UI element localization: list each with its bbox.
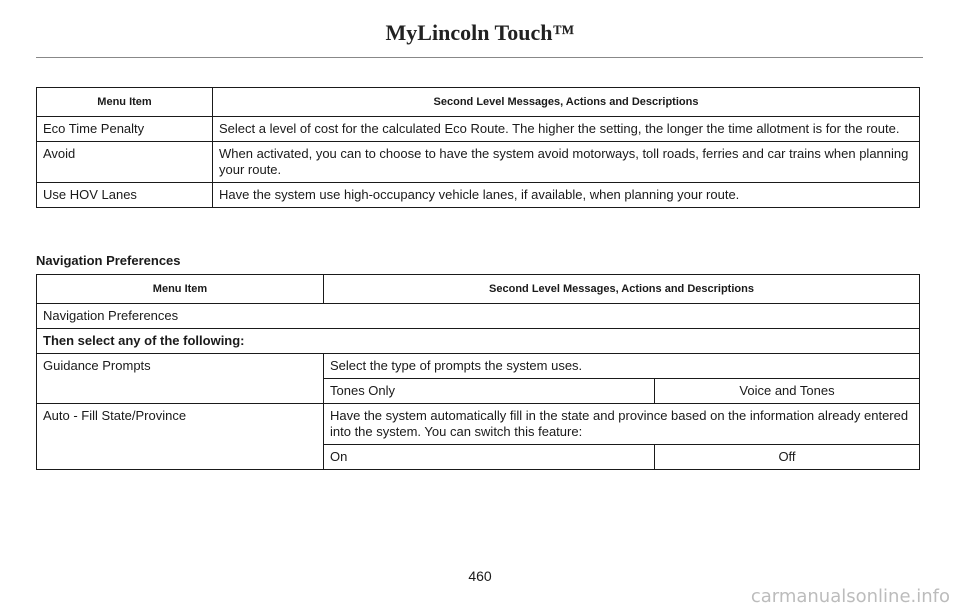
- option-cell: On: [324, 445, 655, 470]
- section-heading: Navigation Preferences: [36, 253, 181, 268]
- column-header-menu-item: Menu Item: [37, 275, 324, 304]
- menu-item-cell: Use HOV Lanes: [37, 183, 213, 208]
- option-cell: Tones Only: [324, 379, 655, 404]
- description-cell: Select a level of cost for the calculated Eco Route. The higher the setting, the longer the time allotment is for the route.: [213, 117, 920, 142]
- menu-item-cell: Guidance Prompts: [37, 354, 324, 404]
- table-header-row: [37, 88, 920, 117]
- page-title: MyLincoln Touch™: [385, 20, 575, 45]
- header-divider: [36, 57, 923, 58]
- menu-table-navigation-preferences: [36, 274, 920, 470]
- page-number: 460: [468, 568, 492, 584]
- menu-item-cell: Avoid: [37, 142, 213, 183]
- description-cell: Have the system use high-occupancy vehicle lanes, if available, when planning your route.: [213, 183, 920, 208]
- menu-path-cell: Navigation Preferences: [37, 304, 920, 329]
- instruction-cell: Then select any of the following:: [37, 329, 920, 354]
- column-header-description: Second Level Messages, Actions and Descriptions: [213, 88, 920, 117]
- menu-item-cell: Eco Time Penalty: [37, 117, 213, 142]
- table-row: [37, 329, 920, 354]
- column-header-menu-item: Menu Item: [37, 88, 213, 117]
- table-row: [37, 117, 920, 142]
- description-cell: Select the type of prompts the system uses.: [324, 354, 920, 379]
- table-row: [37, 304, 920, 329]
- table-header-row: [37, 275, 920, 304]
- column-header-description: Second Level Messages, Actions and Descriptions: [324, 275, 920, 304]
- option-cell: Off: [655, 445, 920, 470]
- table-row: [37, 183, 920, 208]
- description-cell: When activated, you can to choose to have the system avoid motorways, toll roads, ferries and car trains when planning your route.: [213, 142, 920, 183]
- menu-table-route-preferences: [36, 87, 920, 208]
- menu-item-cell: Auto - Fill State/Province: [37, 404, 324, 470]
- table-row: [37, 142, 920, 183]
- table-row: [37, 404, 920, 445]
- watermark: carmanualsonline.info: [750, 586, 950, 607]
- option-cell: Voice and Tones: [655, 379, 920, 404]
- description-cell: Have the system automatically fill in the state and province based on the information already entered into the system. You can switch this feature:: [324, 404, 920, 445]
- table-row: [37, 354, 920, 379]
